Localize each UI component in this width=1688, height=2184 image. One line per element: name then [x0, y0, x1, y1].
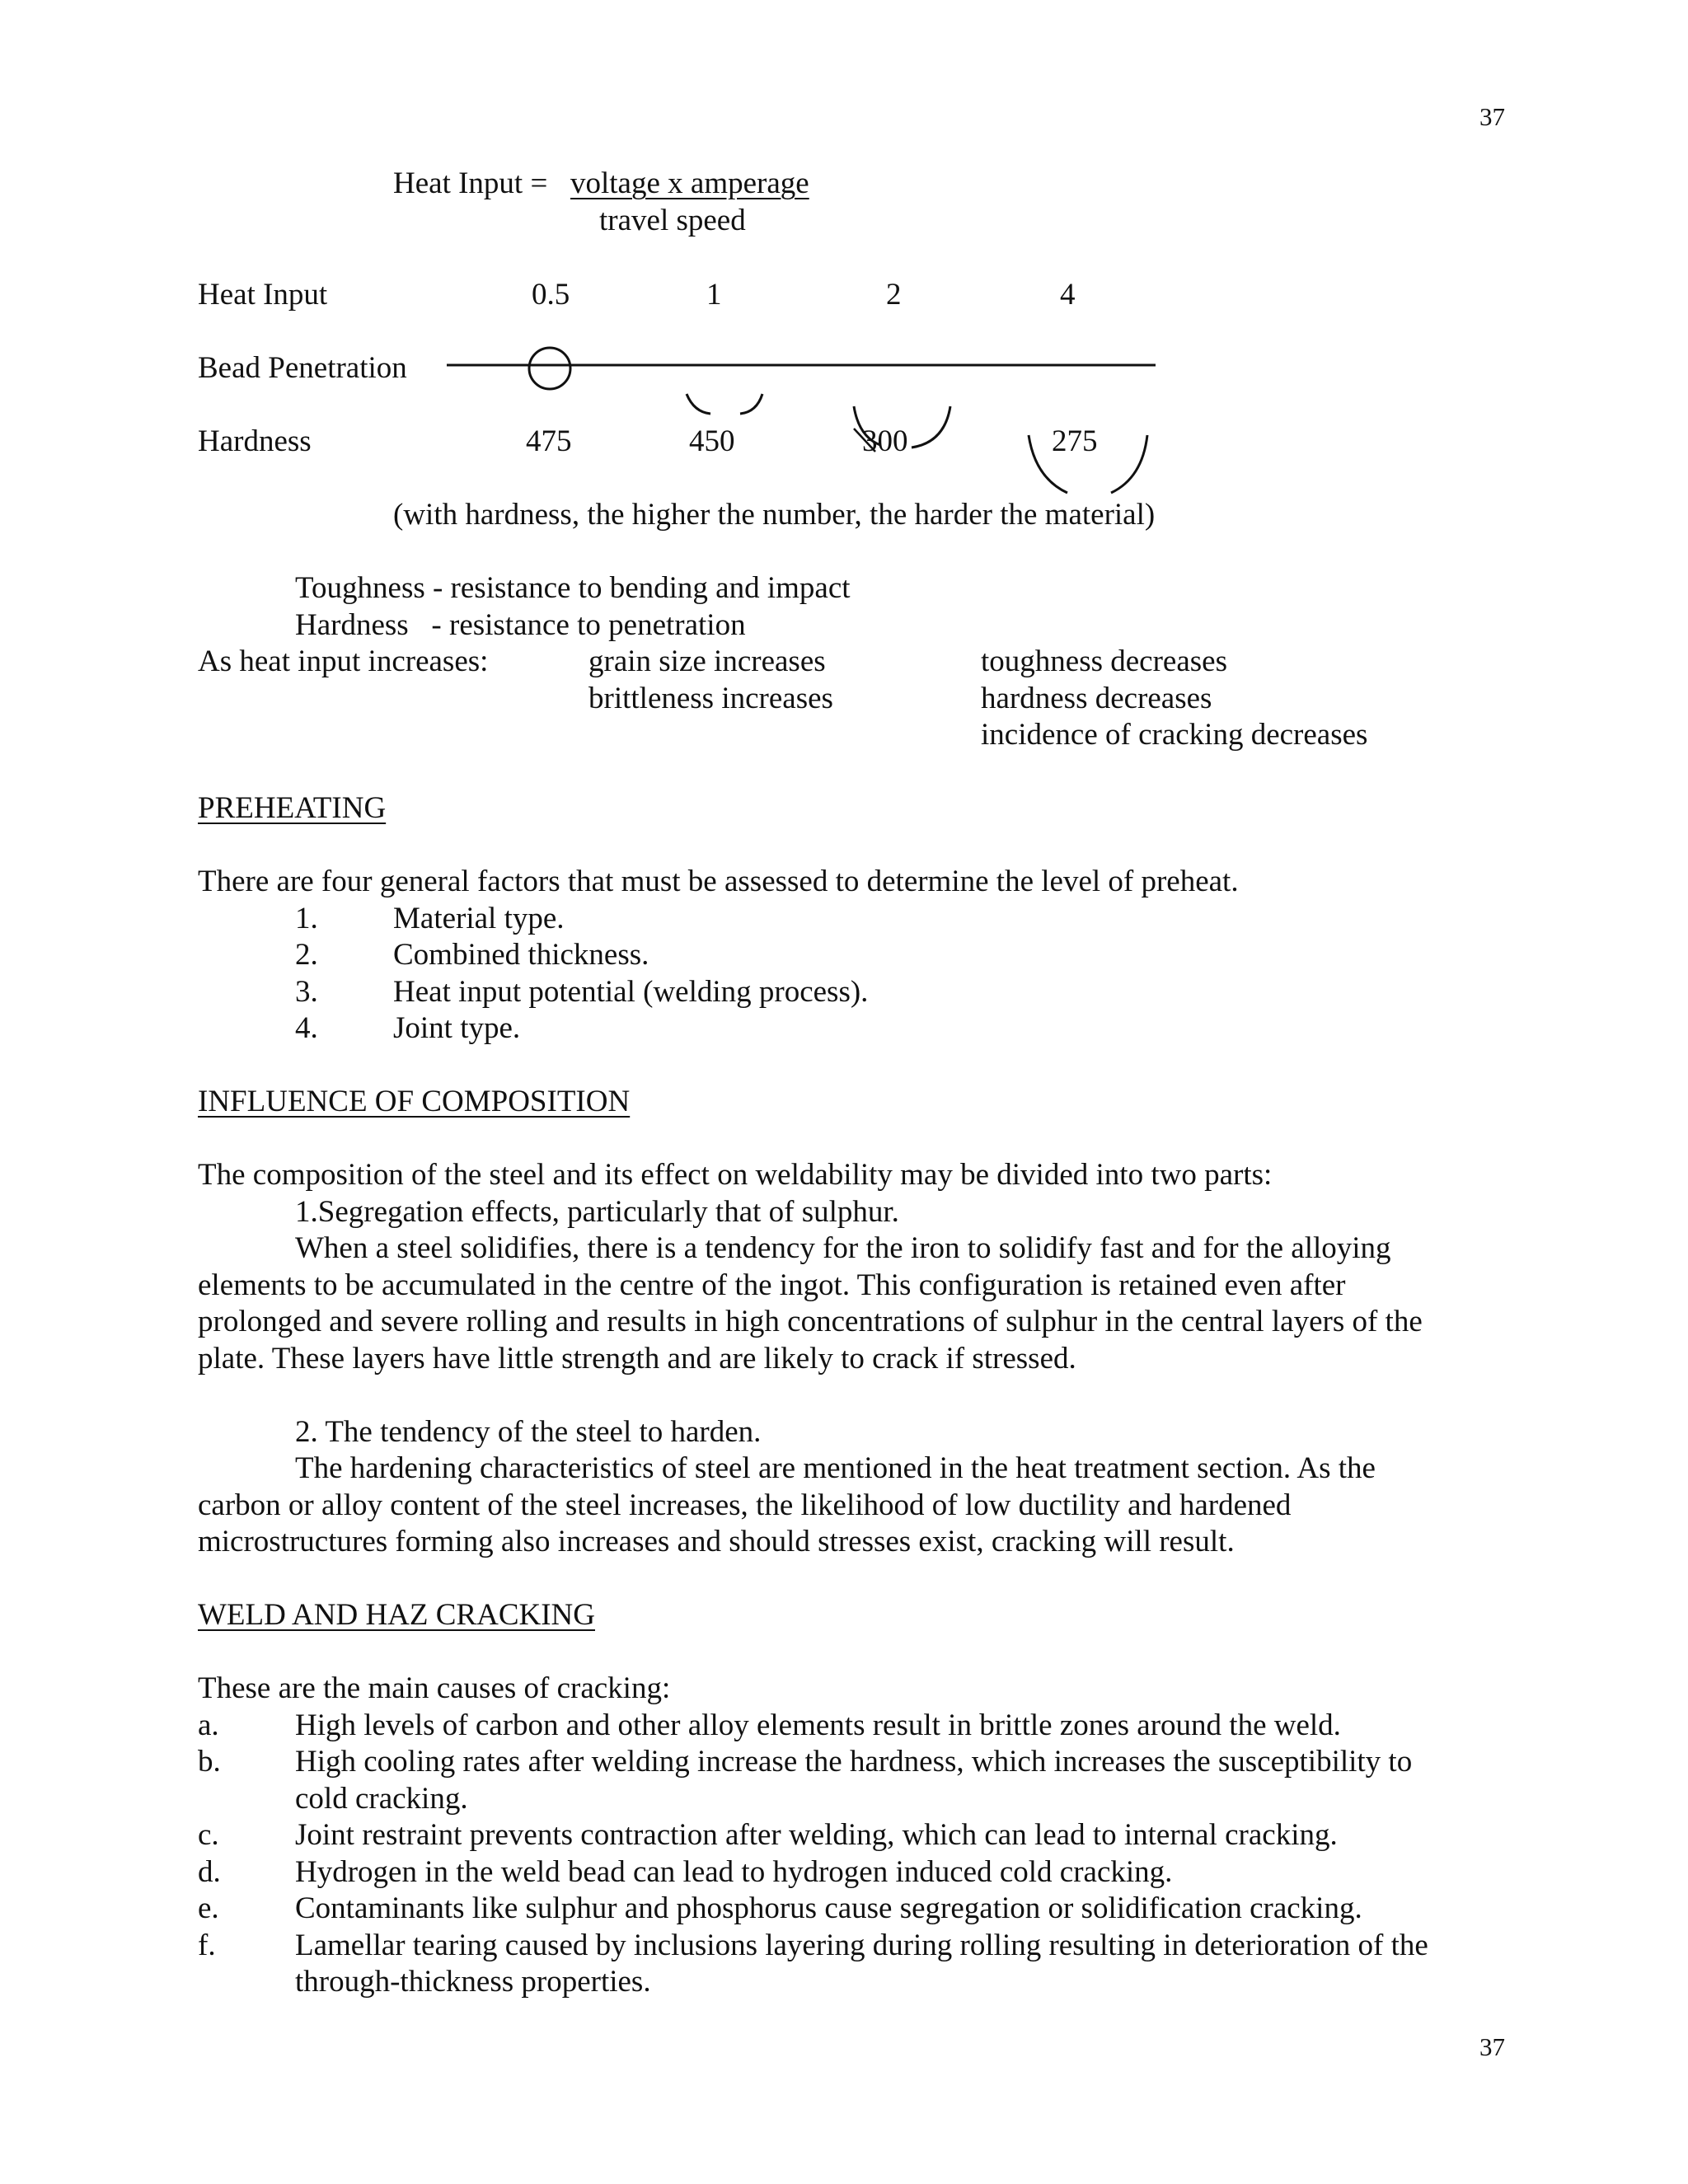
bead-penetration-label: Bead Penetration: [198, 351, 407, 385]
penetration-arc: [1111, 435, 1147, 493]
hardness-value: 275: [1052, 424, 1098, 458]
hardness-value: 300: [862, 424, 908, 458]
cracking-item-text: Contaminants like sulphur and phosphorus cause segregation or solidification cracking.: [295, 1891, 1362, 1925]
penetration-arc: [912, 406, 950, 448]
preheat-item-number: 2.: [295, 938, 318, 972]
hardness-value: 475: [526, 424, 572, 458]
hardness-label: Hardness: [198, 424, 312, 458]
heat-input-value: 4: [1060, 278, 1076, 312]
preheat-item-text: Heat input potential (welding process).: [393, 975, 869, 1009]
cracking-item-letter: f.: [198, 1929, 216, 1962]
hardness-value: 450: [689, 424, 735, 458]
cracking-item-letter: e.: [198, 1891, 219, 1925]
paragraph-line: microstructures forming also increases and should stresses exist, cracking will result.: [198, 1525, 1235, 1558]
cracking-item-text: Lamellar tearing caused by inclusions layering during rolling resulting in deterioration of the: [295, 1929, 1428, 1962]
cracking-item-letter: d.: [198, 1855, 221, 1889]
cracking-item-text: High levels of carbon and other alloy elements result in brittle zones around the weld.: [295, 1708, 1341, 1742]
paragraph-line: prolonged and severe rolling and results in high concentrations of sulphur in the central layers of the: [198, 1305, 1423, 1338]
effect-item: toughness decreases: [981, 644, 1227, 678]
heat-input-value: 1: [706, 278, 722, 312]
composition-part2-title: 2. The tendency of the steel to harden.: [295, 1415, 762, 1449]
page-number-top: 37: [1479, 102, 1505, 131]
effect-item: incidence of cracking decreases: [981, 718, 1368, 752]
heat-input-label: Heat Input: [198, 278, 328, 312]
effects-lead: As heat input increases:: [198, 644, 489, 678]
cracking-item-text: cold cracking.: [295, 1782, 468, 1816]
penetration-arc: [687, 394, 710, 414]
effect-item: grain size increases: [588, 644, 826, 678]
preheat-item-text: Material type.: [393, 902, 565, 935]
effect-item: brittleness increases: [588, 682, 833, 715]
cracking-item-text: through-thickness properties.: [295, 1965, 651, 1999]
heat-input-value: 2: [886, 278, 902, 312]
cracking-item-letter: c.: [198, 1818, 219, 1852]
toughness-definition: Toughness - resistance to bending and impact: [295, 571, 851, 605]
formula-denominator: travel speed: [599, 204, 746, 237]
heat-input-value: 0.5: [532, 278, 570, 312]
paragraph-line: The hardening characteristics of steel are mentioned in the heat treatment section. As the: [295, 1451, 1376, 1485]
paragraph-line: elements to be accumulated in the centre of the ingot. This configuration is retained even after: [198, 1268, 1346, 1302]
preheat-item-number: 3.: [295, 975, 318, 1009]
composition-heading: INFLUENCE OF COMPOSITION: [198, 1085, 631, 1118]
preheat-item-number: 1.: [295, 902, 318, 935]
composition-part1-title: 1.Segregation effects, particularly that of sulphur.: [295, 1195, 899, 1229]
penetration-circle: [529, 348, 570, 389]
formula-numerator: voltage x amperage: [570, 166, 809, 200]
effect-item: hardness decreases: [981, 682, 1212, 715]
cracking-item-text: Hydrogen in the weld bead can lead to hydrogen induced cold cracking.: [295, 1855, 1173, 1889]
page-number-bottom: 37: [1479, 2032, 1505, 2061]
formula-lhs: Heat Input =: [393, 166, 548, 200]
preheat-item-text: Combined thickness.: [393, 938, 649, 972]
cracking-intro: These are the main causes of cracking:: [198, 1671, 671, 1705]
penetration-arc: [740, 394, 762, 414]
paragraph-line: plate. These layers have little strength and are likely to crack if stressed.: [198, 1342, 1076, 1376]
composition-intro: The composition of the steel and its effect on weldability may be divided into two parts:: [198, 1158, 1273, 1192]
cracking-item-text: Joint restraint prevents contraction after welding, which can lead to internal cracking.: [295, 1818, 1338, 1852]
cracking-heading: WELD AND HAZ CRACKING: [198, 1598, 595, 1632]
cracking-item-letter: a.: [198, 1708, 219, 1742]
cracking-item-text: High cooling rates after welding increase the hardness, which increases the susceptibility to: [295, 1745, 1413, 1779]
preheat-item-text: Joint type.: [393, 1011, 521, 1045]
cracking-item-letter: b.: [198, 1745, 221, 1779]
hardness-note: (with hardness, the higher the number, the harder the material): [393, 498, 1156, 532]
preheat-item-number: 4.: [295, 1011, 318, 1045]
preheating-heading: PREHEATING: [198, 791, 387, 825]
preheating-intro: There are four general factors that must be assessed to determine the level of preheat.: [198, 865, 1239, 898]
paragraph-line: When a steel solidifies, there is a tendency for the iron to solidify fast and for the alloying: [295, 1231, 1391, 1265]
paragraph-line: carbon or alloy content of the steel increases, the likelihood of low ductility and hardened: [198, 1488, 1292, 1522]
hardness-definition: Hardness - resistance to penetration: [295, 608, 746, 642]
